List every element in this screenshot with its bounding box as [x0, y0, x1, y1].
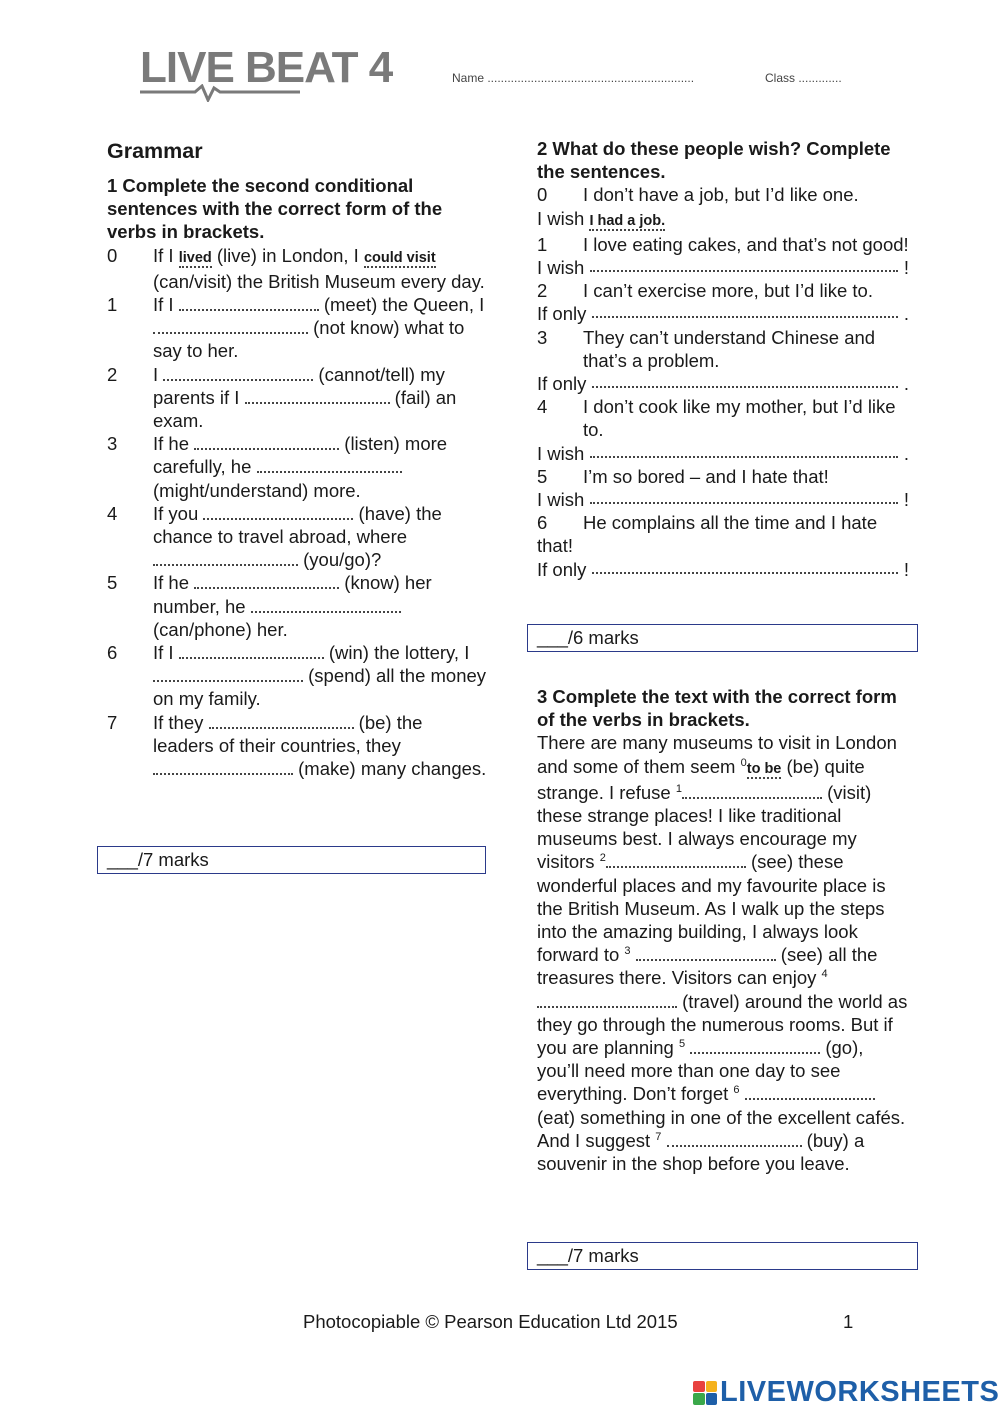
answer-blank[interactable] [592, 372, 898, 388]
ex1-item-4: 4 If you (have) the chance to travel abroad, where (you/go)? [107, 502, 442, 571]
ex1-item-5: 5 If he (know) her number, he (can/phone) her. [107, 572, 432, 640]
answer-blank[interactable] [153, 550, 298, 566]
answer-blank[interactable] [590, 256, 898, 272]
exercise-1-instruction: 1 Complete the second conditional sentences with the correct form of the verbs in brackets. [107, 175, 443, 243]
logo-text: LIVE BEAT 4 [140, 43, 393, 92]
ex1-marks-box[interactable]: ___/7 marks [97, 846, 486, 874]
answer-blank[interactable] [153, 318, 308, 334]
liveworksheets-icon [693, 1381, 717, 1405]
ex2-answer-line-1: I wish ! [537, 257, 909, 279]
ex2-item-3: 3 They can’t understand Chinese and that’s a problem. [537, 326, 876, 371]
liveworksheets-wordmark: LIVEWORKSHEETS [720, 1376, 1000, 1408]
answer-blank[interactable] [153, 759, 293, 775]
answer-blank[interactable] [745, 1084, 875, 1100]
answer-blank[interactable] [153, 666, 303, 682]
ex2-example-answer-line: I wish I had a job. [537, 207, 666, 229]
ex3-marks-box[interactable]: ___/7 marks [527, 1242, 918, 1270]
ex2-item-5: 5 I’m so bored – and I hate that! [537, 465, 829, 487]
ex2-item-0: 0 I don’t have a job, but I’d like one. [537, 184, 859, 206]
answer-blank[interactable] [163, 365, 313, 381]
ex1-item-1: 1 If I (meet) the Queen, I (not know) what to say to her. [107, 294, 485, 362]
answer-blank[interactable] [179, 295, 319, 311]
answer-blank[interactable] [203, 504, 353, 520]
answer-blank[interactable] [257, 457, 402, 473]
answer-blank[interactable] [590, 442, 898, 458]
example-answer: to be [746, 760, 782, 777]
ex1-item-3: 3 If he (listen) more carefully, he (might/understand) more. [107, 433, 448, 501]
ex1-item-7: 7 If they (be) the leaders of their countries, they (make) many changes. [107, 711, 487, 780]
answer-blank[interactable] [209, 713, 354, 729]
class-field-label[interactable]: Class ............. [765, 71, 842, 85]
answer-blank[interactable] [251, 597, 401, 613]
answer-blank[interactable] [537, 992, 677, 1008]
livebeat-logo [140, 43, 400, 108]
name-field-label[interactable]: Name .............................................................. [452, 71, 695, 85]
page-number: 1 [843, 1311, 854, 1332]
copyright-text: Photocopiable © Pearson Education Ltd 2015 [303, 1311, 678, 1332]
ex2-marks-box[interactable]: ___/6 marks [527, 624, 918, 652]
ex1-item-6: 6 If I (win) the lottery, I (spend) all the money on my family. [107, 642, 487, 710]
liveworksheets-brand[interactable] [693, 1376, 999, 1409]
left-column [107, 137, 487, 780]
answer-blank[interactable] [194, 573, 339, 589]
example-answer-1: lived [178, 249, 212, 266]
answer-blank[interactable] [590, 488, 898, 504]
ex2-item-6-continued: that! [537, 535, 573, 557]
answer-blank[interactable] [682, 783, 822, 799]
answer-blank[interactable] [592, 558, 898, 574]
ex2-answer-line-3: If only . [537, 373, 909, 395]
example-answer: I had a job. [589, 212, 666, 229]
ex2-item-2: 2 I can’t exercise more, but I’d like to. [537, 280, 873, 302]
exercise-3 [537, 685, 909, 1175]
ex2-answer-line-5: I wish ! [537, 489, 909, 511]
ex2-item-4: 4 I don’t cook like my mother, but I’d like to. [537, 396, 896, 441]
exercise-3-instruction: 3 Complete the text with the correct form of the verbs in brackets. [537, 686, 897, 731]
answer-blank[interactable] [194, 434, 339, 450]
answer-blank[interactable] [667, 1131, 802, 1147]
example-answer-2: could visit [363, 249, 436, 266]
exercise-3-text: There are many museums to visit in London and some of them seem $^0$to be (be) quite strange. I refuse $^1$ (visit) these strange places! I like traditional museums best. I always encourage my visitors $^2$ (see) these wonderful places and my favourite place is the British Museum. As I walk up the steps into the amazing building, I always look forward to $^3$ (see) all the treasures there. Visitors can enjoy $^4$ (travel) around the world as they go through the numerous rooms. But if you are planning $^5$ (go), you’ll need more than one day to see everything. Don’t forget $^6$ (eat) something in one of the excellent cafés. And I suggest $^7$ (buy) a souvenir in the shop before you leave. [537, 732, 908, 1175]
section-title: Grammar [107, 139, 203, 163]
right-column [537, 137, 909, 581]
exercise-2-instruction: 2 What do these people wish? Complete the sentences. [537, 138, 891, 183]
answer-blank[interactable] [606, 852, 746, 868]
pulse-line-icon [140, 84, 300, 102]
ex2-item-1: 1 I love eating cakes, and that’s not good! [537, 233, 909, 255]
ex1-item-0: 0 If I lived (live) in London, I could visit (can/visit) the British Museum every day. [107, 244, 485, 292]
ex2-answer-line-4: I wish . [537, 442, 909, 464]
ex1-item-2: 2 I (cannot/tell) my parents if I (fail) an exam. [107, 363, 457, 432]
answer-blank[interactable] [636, 945, 776, 961]
answer-blank[interactable] [179, 643, 324, 659]
answer-blank[interactable] [245, 388, 390, 404]
answer-blank[interactable] [592, 302, 898, 318]
ex2-answer-line-6: If only ! [537, 558, 909, 580]
answer-blank[interactable] [690, 1038, 820, 1054]
ex2-item-6: 6 He complains all the time and I hate [537, 512, 878, 534]
ex2-answer-line-2: If only . [537, 303, 909, 325]
